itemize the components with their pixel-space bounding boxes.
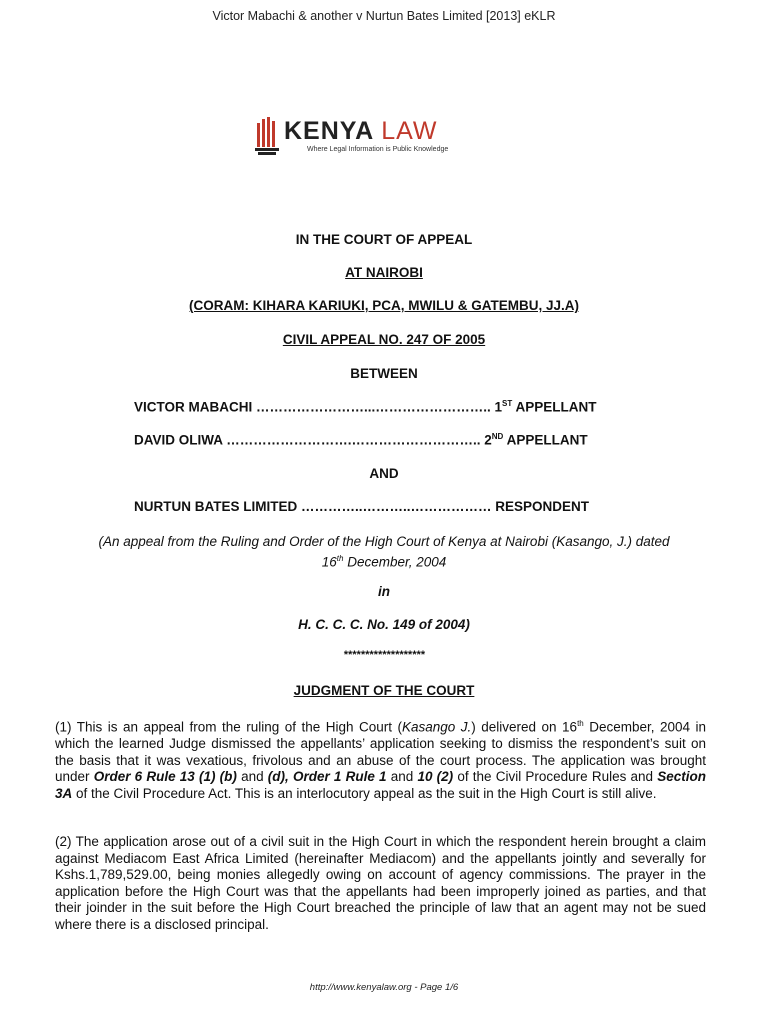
party-name: VICTOR MABACHI ……………………...…………………….. 1 xyxy=(134,399,503,415)
p1-rule: 10 (2) xyxy=(417,769,454,785)
date-day: 16 xyxy=(321,554,337,570)
party-respondent xyxy=(134,499,589,514)
logo-word-kenya: KENYA xyxy=(284,117,374,145)
in-label: in xyxy=(378,584,390,599)
p1-text: of the Civil Procedure Act. This is an interlocutory appeal as the suit in the High Court is still alive. xyxy=(72,785,657,801)
appeal-note xyxy=(0,533,768,571)
party-second-appellant xyxy=(134,432,588,448)
logo-wordmark xyxy=(284,117,438,146)
judgment-title: JUDGMENT OF THE COURT xyxy=(293,683,475,698)
date-rest: December, 2004 xyxy=(343,554,447,570)
location-heading: AT NAIROBI xyxy=(345,265,423,280)
p1-judge: Kasango J. xyxy=(401,719,472,735)
p1-sup: th xyxy=(577,719,584,728)
between-label: BETWEEN xyxy=(350,366,418,381)
p1-rule: Order 6 Rule 13 (1) (b) xyxy=(93,769,237,785)
party-role: APPELLANT xyxy=(512,399,597,415)
paragraph-2: (2) The application arose out of a civil suit in the High Court in which the respondent herein brought a claim against Mediacom East Africa Limited (hereinafter Mediacom) and the appellants jointly and severally for Kshs.1,789,529.00, being monies allegedly owing on account of agency commissions. The prayer in the application before the High Court was that the appellants had been improperly joined as parties, and that their joinder in the suit before the High Court breached the principle of law that an agent may not be sued where there is a disclosed principal. xyxy=(55,834,706,932)
date-suffix: th xyxy=(336,554,344,563)
case-number: CIVIL APPEAL NO. 247 OF 2005 xyxy=(282,332,486,347)
hccc-number: H. C. C. C. No. 149 of 2004) xyxy=(298,617,470,632)
coram-heading: (CORAM: KIHARA KARIUKI, PCA, MWILU & GATEMBU, JJ.A) xyxy=(189,298,579,313)
pillars-icon xyxy=(255,115,281,155)
party-first-appellant xyxy=(134,399,597,415)
party-ordinal: ND xyxy=(491,432,504,441)
kenya-law-logo xyxy=(255,113,475,161)
p1-text: and xyxy=(236,769,268,785)
page-footer: http://www.kenyalaw.org - Page 1/6 xyxy=(309,982,459,993)
court-heading: IN THE COURT OF APPEAL xyxy=(295,232,473,247)
party-ordinal: ST xyxy=(502,399,513,408)
appeal-note-line2 xyxy=(0,550,768,571)
appeal-note-line1: (An appeal from the Ruling and Order of the High Court of Kenya at Nairobi (Kasango, J.) dated xyxy=(98,534,670,549)
logo-word-law: LAW xyxy=(381,117,438,145)
p1-text: and xyxy=(386,769,418,785)
p1-section: Section 3A xyxy=(55,769,707,801)
p1-text: December, 2004 in which the learned Judge dismissed the appellants’ application seeking to dismiss the respondent’s suit on the basis that it was vexatious, frivolous and an abuse of the court process. The application was brought under xyxy=(55,719,707,785)
party-role: APPELLANT xyxy=(503,432,588,448)
p1-text: ) delivered on 16 xyxy=(471,719,578,735)
p1-text: (1) This is an appeal from the ruling of the High Court ( xyxy=(55,719,402,735)
p1-text: of the Civil Procedure Rules and xyxy=(453,769,658,785)
party-name: DAVID OLIWA ……………………….……………………….. 2 xyxy=(134,432,492,448)
separator-stars: ******************* xyxy=(343,649,425,661)
p1-rule: (d), Order 1 Rule 1 xyxy=(267,769,387,785)
paragraph-1 xyxy=(55,716,706,802)
party-name: NURTUN BATES LIMITED …………..………..……………… RESPONDENT xyxy=(134,499,590,514)
logo-tagline: Where Legal Information is Public Knowledge xyxy=(307,146,449,153)
and-label: AND xyxy=(369,466,399,481)
page-header: Victor Mabachi & another v Nurtun Bates Limited [2013] eKLR xyxy=(212,9,556,23)
